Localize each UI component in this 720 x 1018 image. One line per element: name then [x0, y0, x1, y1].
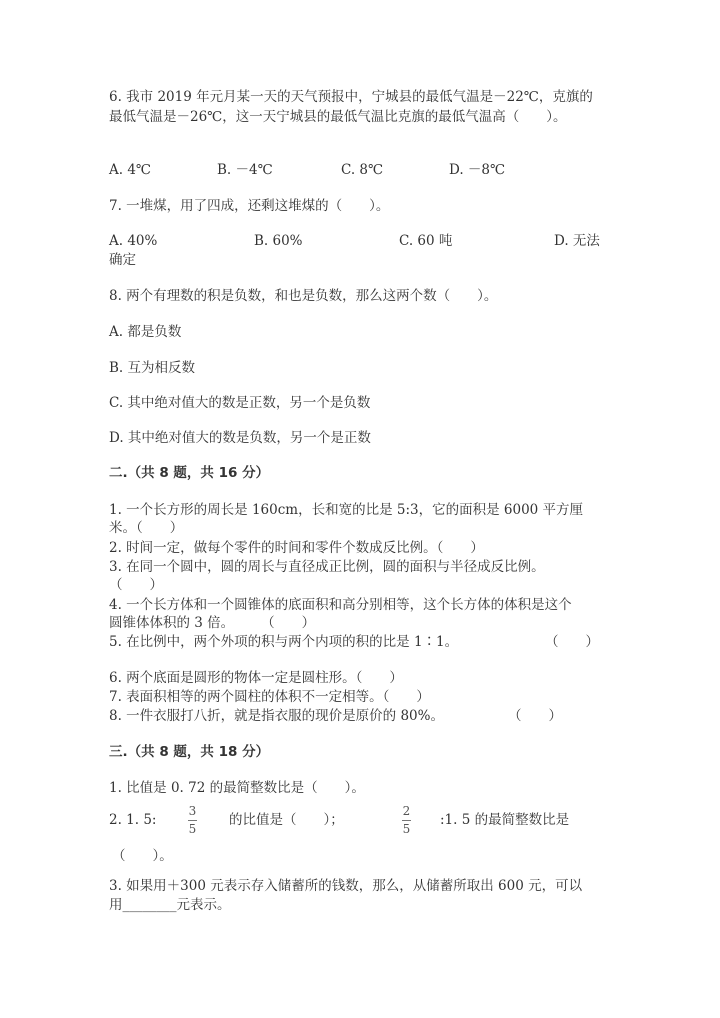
- section2-heading: 二.（共 8 题，共 16 分）: [109, 465, 270, 481]
- fraction-2-5: [402, 805, 411, 836]
- tf-line: 2. 时间一定，做每个零件的时间和零件个数成反比例。（ ）: [109, 540, 484, 556]
- fill-q1: 1. 比值是 0. 72 的最简整数比是（ ）。: [109, 780, 365, 796]
- tf-line: 米。（ ）: [109, 520, 184, 536]
- fill-q2-suffix: :1. 5 的最简整数比是: [440, 812, 570, 828]
- tf-line: 5. 在比例中，两个外项的积与两个内项的积的比是 1∶1。: [109, 634, 459, 650]
- q6-option-a: A. 4℃: [109, 162, 152, 178]
- section3-heading: 三.（共 8 题，共 18 分）: [109, 744, 270, 760]
- denominator: 5: [402, 822, 411, 836]
- q8-text: 8. 两个有理数的积是负数，和也是负数，那么这两个数（ ）。: [109, 288, 498, 304]
- fill-q3-line1: 3. 如果用＋300 元表示存入储蓄所的钱数，那么，从储蓄所取出 600 元，可以: [109, 878, 583, 894]
- tf-line: （ ）: [109, 577, 163, 593]
- tf-line: 3. 在同一个圆中，圆的周长与直径成正比例，圆的面积与半径成反比例。: [109, 559, 545, 575]
- q6-line2: 最低气温是－26℃，这一天宁城县的最低气温比克旗的最低气温高（ ）。: [109, 109, 567, 125]
- q8-option-b: B. 互为相反数: [109, 360, 196, 376]
- q7-option-c: C. 60 吨: [399, 233, 453, 249]
- q7-option-d: D. 无法: [554, 233, 600, 249]
- tf-line: 8. 一件衣服打八折，就是指衣服的现价是原价的 80%。: [109, 708, 444, 724]
- fill-q2-wrap: （ ）。: [112, 848, 173, 864]
- q6-option-d: D. －8℃: [449, 162, 506, 178]
- q7-option-b: B. 60%: [254, 233, 303, 249]
- fraction-3-5: [188, 805, 197, 836]
- tf-line: 圆锥体体积的 3 倍。 （ ）: [109, 615, 316, 631]
- q7-option-a: A. 40%: [109, 233, 158, 249]
- tf-line: 7. 表面积相等的两个圆柱的体积不一定相等。（ ）: [109, 689, 430, 705]
- numerator: 3: [188, 804, 197, 818]
- q8-option-d: D. 其中绝对值大的数是负数，另一个是正数: [109, 430, 371, 446]
- q7-text: 7. 一堆煤，用了四成，还剩这堆煤的（ ）。: [109, 198, 390, 214]
- q6-option-c: C. 8℃: [341, 162, 384, 178]
- fill-q3-line2: 用________元表示。: [109, 897, 231, 913]
- tf-q5-blank: （ ）: [545, 634, 599, 650]
- numerator: 2: [402, 804, 411, 818]
- q6-line1: 6. 我市 2019 年元月某一天的天气预报中，宁城县的最低气温是－22℃，克旗的: [109, 89, 593, 105]
- denominator: 5: [188, 822, 197, 836]
- tf-line: 4. 一个长方体和一个圆锥体的底面积和高分别相等，这个长方体的体积是这个: [109, 597, 572, 613]
- q7-option-d-wrap: 确定: [109, 252, 136, 268]
- q8-option-c: C. 其中绝对值大的数是正数，另一个是负数: [109, 395, 371, 411]
- fill-q2-prefix: 2. 1. 5:: [109, 812, 157, 828]
- tf-q8-blank: （ ）: [508, 708, 562, 724]
- fill-q2-mid: 的比值是（ ）；: [229, 812, 344, 828]
- q8-option-a: A. 都是负数: [109, 324, 182, 340]
- tf-line: 6. 两个底面是圆形的物体一定是圆柱形。（ ）: [109, 670, 403, 686]
- q6-option-b: B. －4℃: [217, 162, 273, 178]
- tf-line: 1. 一个长方形的周长是 160cm，长和宽的比是 5:3，它的面积是 6000 平方厘: [109, 502, 584, 518]
